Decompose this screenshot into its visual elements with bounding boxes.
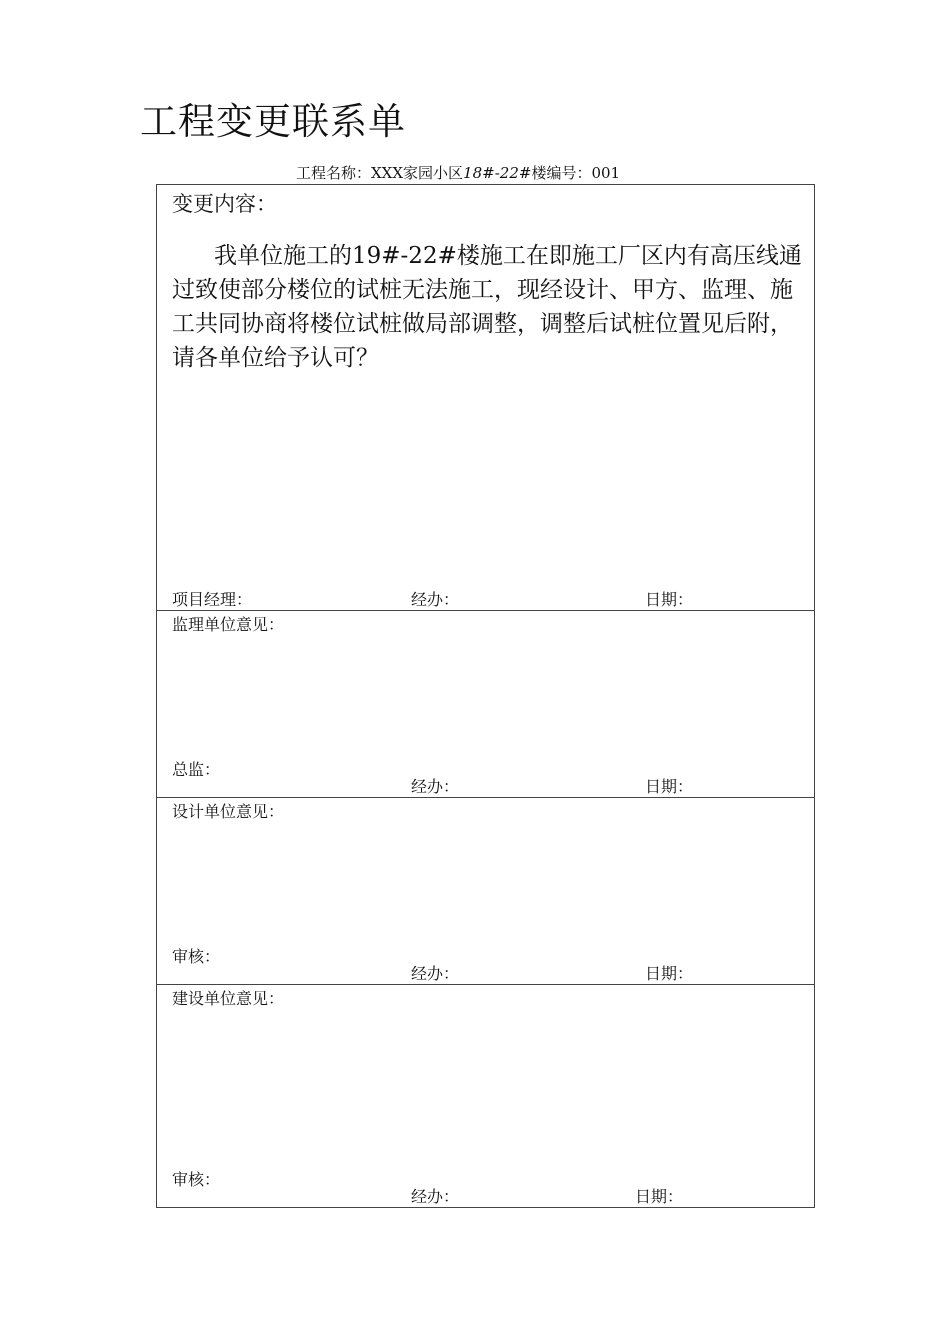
project-manager-label: 项目经理： bbox=[172, 590, 253, 609]
building-range: 18#-22# bbox=[463, 164, 532, 182]
change-content-heading: 变更内容： bbox=[172, 192, 277, 216]
change-content-body: 我单位施工的19#-22#楼施工在即施工厂区内有高压线通过致使部分楼位的试桩无法施工，现经设计、甲方、监理、施工共同协商将楼位试桩做局部调整，调整后试桩位置见后附，请各单位给予认可？ bbox=[172, 243, 802, 371]
date-label: 日期： bbox=[645, 590, 694, 609]
date-label: 日期： bbox=[645, 777, 694, 796]
change-content-section bbox=[157, 185, 814, 611]
project-number-suffix: 楼编号：001 bbox=[531, 164, 621, 182]
project-info-line bbox=[296, 163, 620, 183]
supervision-opinion-heading: 监理单位意见： bbox=[172, 615, 285, 634]
reviewer-label: 审核： bbox=[172, 1170, 221, 1189]
construction-opinion-heading: 建设单位意见： bbox=[172, 989, 285, 1008]
project-name-prefix: 工程名称：XXX家园小区 bbox=[296, 164, 464, 182]
construction-opinion-section bbox=[157, 984, 814, 1208]
reviewer-label: 审核： bbox=[172, 947, 221, 966]
design-opinion-heading: 设计单位意见： bbox=[172, 802, 285, 821]
date-label: 日期： bbox=[635, 1187, 684, 1206]
handler-label: 经办： bbox=[411, 590, 460, 609]
chief-supervisor-label: 总监： bbox=[172, 760, 221, 779]
handler-label: 经办： bbox=[411, 1187, 460, 1206]
handler-label: 经办： bbox=[411, 964, 460, 983]
change-form-table bbox=[156, 184, 815, 1208]
date-label: 日期： bbox=[645, 964, 694, 983]
document-title: 工程变更联系单 bbox=[140, 100, 406, 143]
handler-label: 经办： bbox=[411, 777, 460, 796]
design-opinion-section bbox=[157, 797, 814, 985]
supervision-opinion-section bbox=[157, 610, 814, 798]
